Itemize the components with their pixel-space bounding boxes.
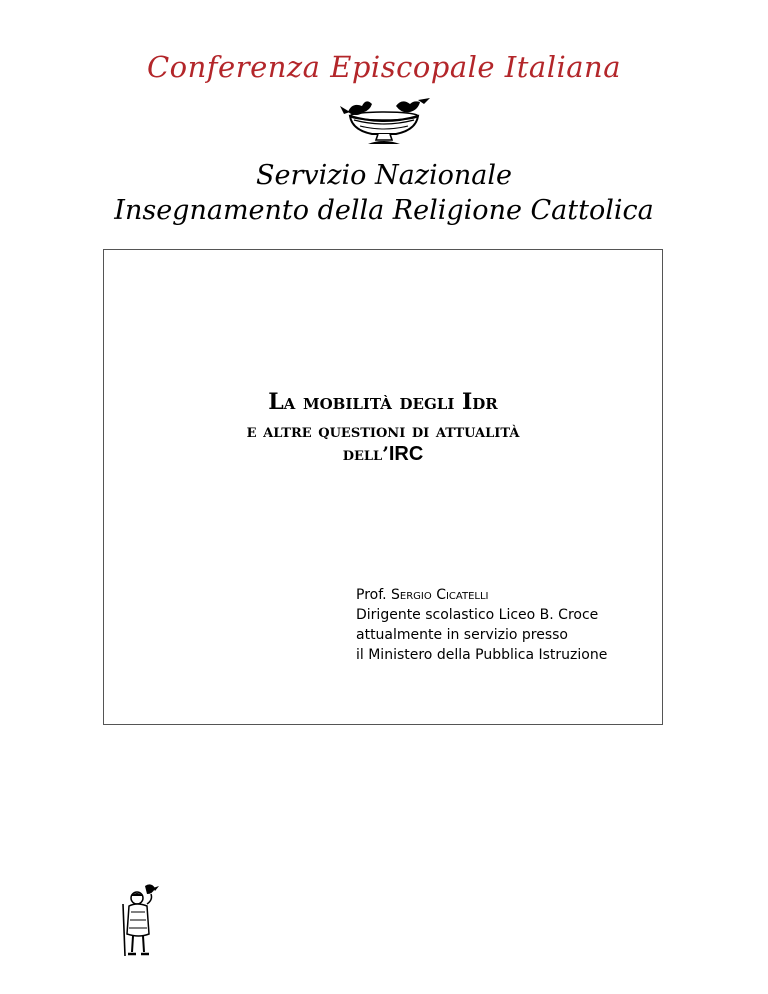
service-subtitle: Insegnamento della Religione Cattolica: [114, 195, 654, 226]
organization-name: Conferenza Episcopale Italiana: [146, 50, 621, 84]
author-prefix: Prof.: [356, 587, 392, 603]
author-name-line: [356, 585, 607, 605]
font-with-doves-icon: [330, 92, 438, 148]
document-title-line1: La mobilità degli Idr: [268, 389, 498, 415]
author-name: Sergio Cicatelli: [391, 587, 489, 603]
title-prefix: dell’: [342, 443, 389, 465]
title-abbreviation: IRC: [388, 443, 424, 465]
document-title-line2: e altre questioni di attualità: [246, 420, 520, 442]
pilgrim-figure-icon: [115, 882, 163, 962]
author-institution: il Ministero della Pubblica Istruzione: [356, 647, 608, 663]
service-name: Servizio Nazionale: [256, 160, 512, 191]
author-status: attualmente in servizio presso: [356, 627, 568, 643]
document-title-line3: [103, 443, 663, 466]
author-block: [356, 585, 607, 665]
author-role: Dirigente scolastico Liceo B. Croce: [356, 607, 599, 623]
